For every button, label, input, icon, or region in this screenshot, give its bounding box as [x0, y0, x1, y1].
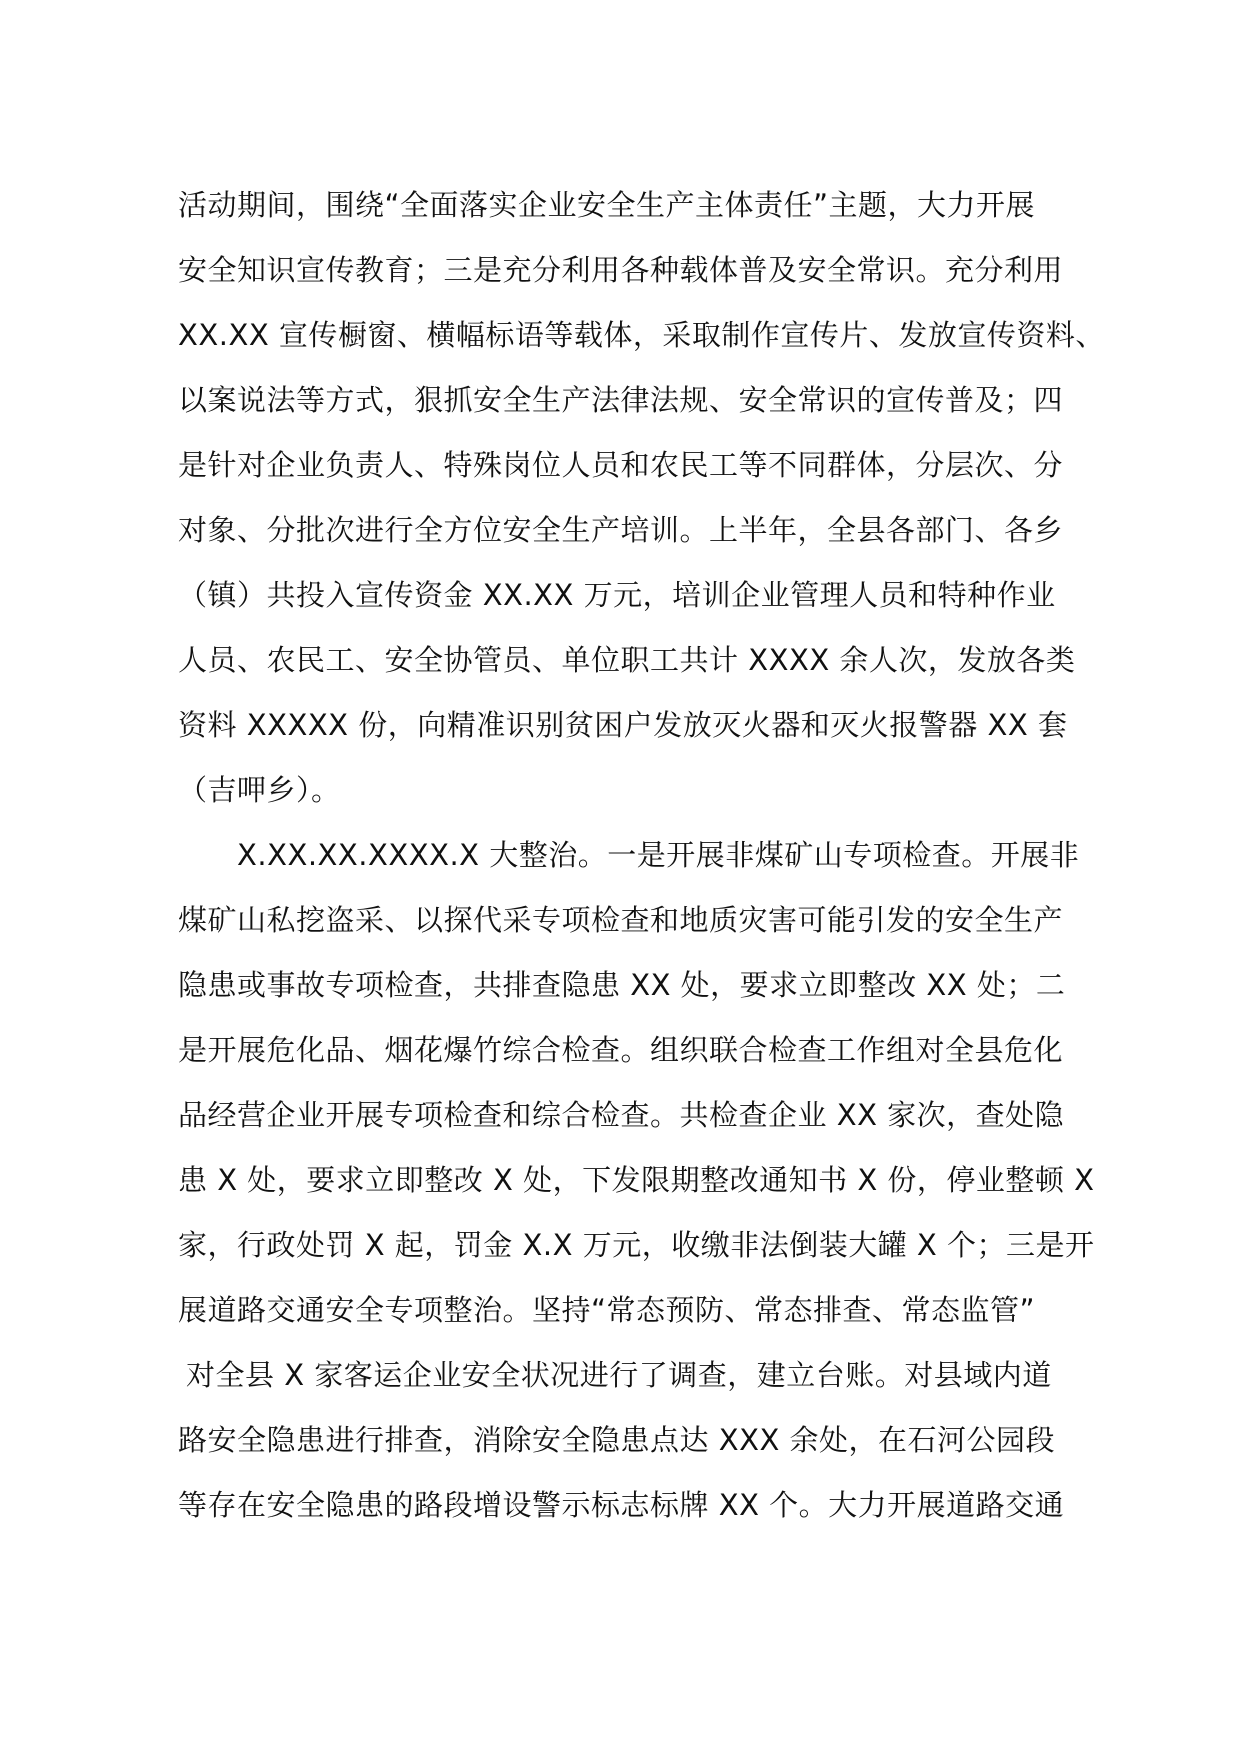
document-body [178, 185, 1105, 1550]
text-line: 隐患或事故专项检查，共排查隐患 XX 处，要求立即整改 XX 处；二 [178, 968, 1066, 1002]
text-line: 安全知识宣传教育；三是充分利用各种载体普及安全常识。充分利用 [178, 253, 1064, 287]
text-line: 品经营企业开展专项检查和综合检查。共检查企业 XX 家次，查处隐 [178, 1098, 1065, 1132]
text-line: 是针对企业负责人、特殊岗位人员和农民工等不同群体，分层次、分 [178, 448, 1064, 482]
text-line: 对象、分批次进行全方位安全生产培训。上半年，全县各部门、各乡 [178, 513, 1064, 547]
text-line: XX.XX 宣传橱窗、横幅标语等载体，采取制作宣传片、发放宣传资料、 [178, 318, 1105, 352]
text-line: 是开展危化品、烟花爆竹综合检查。组织联合检查工作组对全县危化 [178, 1033, 1064, 1067]
text-line: 以案说法等方式，狠抓安全生产法律法规、安全常识的宣传普及；四 [178, 383, 1064, 417]
text-line: 路安全隐患进行排查，消除安全隐患点达 XXX 余处，在石河公园段 [178, 1423, 1056, 1457]
text-line: 展道路交通安全专项整治。坚持“常态预防、常态排查、常态监管” [178, 1293, 1036, 1327]
text-line: 患 X 处，要求立即整改 X 处，下发限期整改通知书 X 份，停业整顿 X [178, 1163, 1095, 1197]
text-line: 活动期间，围绕“全面落实企业安全生产主体责任”主题，大力开展 [178, 188, 1036, 222]
text-line: 家，行政处罚 X 起，罚金 X.X 万元，收缴非法倒装大罐 X 个；三是开 [178, 1228, 1095, 1262]
text-line: （镇）共投入宣传资金 XX.XX 万元，培训企业管理人员和特种作业 [178, 578, 1056, 612]
text-line: 人员、农民工、安全协管员、单位职工共计 XXXX 余人次，发放各类 [178, 643, 1076, 677]
text-line: 对全县 X 家客运企业安全状况进行了调查，建立台账。对县域内道 [186, 1358, 1052, 1392]
text-line: 等存在安全隐患的路段增设警示标志标牌 XX 个。大力开展道路交通 [178, 1488, 1065, 1522]
paragraph-start-line: X.XX.XX.XXXX.X 大整治。一是开展非煤矿山专项检查。开展非 [237, 838, 1080, 872]
text-line: （吉呷乡）。 [178, 773, 341, 807]
text-line: 煤矿山私挖盗采、以探代采专项检查和地质灾害可能引发的安全生产 [178, 903, 1064, 937]
text-line: 资料 XXXXX 份，向精准识别贫困户发放灭火器和灭火报警器 XX 套 [178, 708, 1068, 742]
